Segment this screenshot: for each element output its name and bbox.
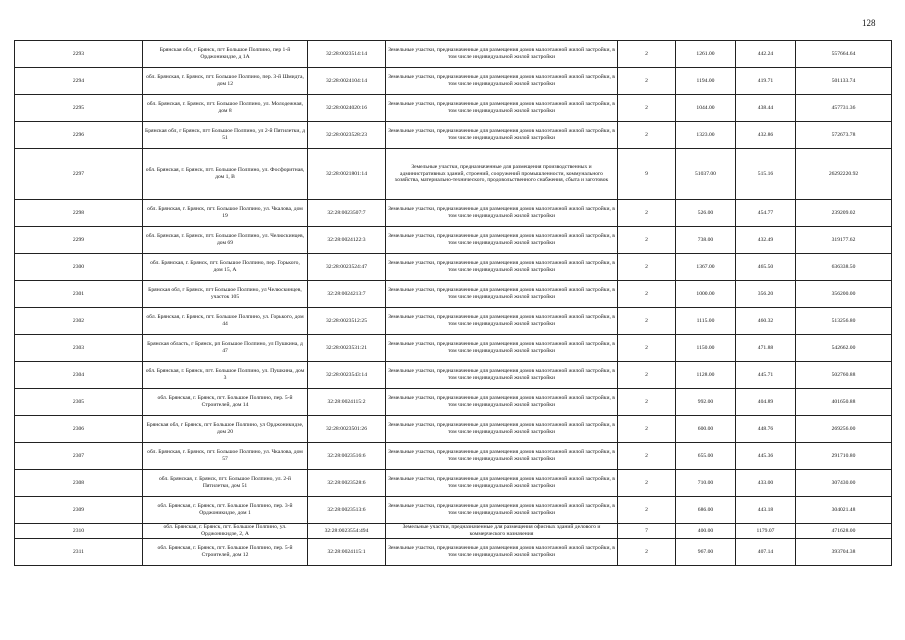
address-cell [143,443,308,470]
address-text: обл. Брянская, г. Брянск, пгт. Большое Полпино, ул. 2-й Пятилетки, дом 51 [158,476,292,489]
table-row [15,227,892,254]
specific-value-cell: 471.88 [736,335,796,362]
cadastral-value-cell: 307430.00 [796,470,892,497]
land-use-cell [386,95,618,122]
address-text: Брянская обл, г Брянск, пгт Большое Полпино, ул 2-й Пятилетки, д 51 [145,128,306,141]
area-cell: 1367.00 [676,254,736,281]
address-text: обл. Брянская, г. Брянск, пгт. Большое Полпино, ул. Пушкина, дом 3 [145,368,305,381]
area-cell: 686.00 [676,497,736,524]
group-cell: 2 [618,227,676,254]
address-text: обл. Брянская, г. Брянск, пгт. Большое Полпино, пер. 5-й Строителей, дом 14 [157,395,293,408]
specific-value-cell: 1179.07 [736,524,796,539]
cadastral-value-cell: 269256.00 [796,416,892,443]
area-cell: 400.00 [676,524,736,539]
row-number: 2306 [15,416,143,443]
specific-value-cell: 432.49 [736,227,796,254]
land-use-text: Земельные участки, предназначенные для размещения домов малоэтажной жилой застройки, в том числе индивидуальной жилой застройки [388,128,615,141]
land-use-text: Земельные участки, предназначенные для размещения домов малоэтажной жилой застройки, в том числе индивидуальной жилой застройки [388,422,615,435]
cadastral-number-cell: 32:28:0023514:14 [308,41,386,68]
row-number: 2311 [15,539,143,566]
area-cell: 1044.00 [676,95,736,122]
row-number: 2301 [15,281,143,308]
cadastral-number-cell: 32:28:0023528:23 [308,122,386,149]
specific-value-cell: 356.20 [736,281,796,308]
cadastral-number-cell: 32:28:0024115:2 [308,389,386,416]
row-number: 2309 [15,497,143,524]
table-row [15,281,892,308]
land-use-cell [386,362,618,389]
table-row [15,443,892,470]
specific-value-cell: 445.36 [736,443,796,470]
cadastral-number-cell: 32:28:0024122:3 [308,227,386,254]
cadastral-number-cell: 32:28:0024104:14 [308,68,386,95]
area-cell: 1128.00 [676,362,736,389]
area-cell: 1194.00 [676,68,736,95]
specific-value-cell: 448.76 [736,416,796,443]
row-number: 2295 [15,95,143,122]
row-number: 2299 [15,227,143,254]
group-cell: 2 [618,41,676,68]
cadastral-value-cell: 457731.36 [796,95,892,122]
group-cell: 2 [618,470,676,497]
specific-value-cell: 419.71 [736,68,796,95]
address-text: Брянская обл, г Брянск, пгт Большое Полпино, ул Челюскинцев, участок 105 [148,287,302,300]
table-row [15,122,892,149]
group-cell: 2 [618,308,676,335]
row-number: 2310 [15,524,143,539]
land-use-cell [386,524,618,539]
address-text: обл. Брянская, г. Брянск, пгт. Большое Полпино, ул. Фосфоритная, дом 1, В [145,167,305,180]
specific-value-cell: 404.89 [736,389,796,416]
land-use-text: Земельные участки, предназначенные для размещения домов малоэтажной жилой застройки, в том числе индивидуальной жилой застройки [388,395,615,408]
group-cell: 2 [618,497,676,524]
land-use-text: Земельные участки, предназначенные для размещения домов малоэтажной жилой застройки, в том числе индивидуальной жилой застройки [388,47,615,60]
table-row [15,416,892,443]
land-use-text: Земельные участки, предназначенные для размещения домов малоэтажной жилой застройки, в том числе индивидуальной жилой застройки [388,545,615,558]
land-use-text: Земельные участки, предназначенные для размещения домов малоэтажной жилой застройки, в том числе индивидуальной жилой застройки [388,314,615,327]
cadastral-value-cell: 304021.48 [796,497,892,524]
land-use-cell [386,308,618,335]
specific-value-cell: 465.50 [736,254,796,281]
land-use-cell [386,497,618,524]
cadastral-value-cell: 26292220.92 [796,149,892,200]
specific-value-cell: 432.86 [736,122,796,149]
row-number: 2300 [15,254,143,281]
address-cell [143,41,308,68]
cadastral-value-cell: 319177.62 [796,227,892,254]
address-cell [143,308,308,335]
row-number: 2296 [15,122,143,149]
address-cell [143,149,308,200]
cadastral-number-cell: 32:28:0023531:21 [308,335,386,362]
address-cell [143,281,308,308]
specific-value-cell: 433.00 [736,470,796,497]
address-text: обл. Брянская, г. Брянск, пгт. Большое Полпино, ул. Орджоникидзе, 2, А [163,524,287,537]
table-row [15,389,892,416]
table-row [15,524,892,539]
cadastral-value-cell: 542662.00 [796,335,892,362]
table-row [15,254,892,281]
land-use-cell [386,281,618,308]
group-cell: 2 [618,68,676,95]
group-cell: 2 [618,416,676,443]
land-use-cell [386,254,618,281]
land-use-cell [386,389,618,416]
group-cell: 2 [618,254,676,281]
specific-value-cell: 454.77 [736,200,796,227]
area-cell: 1261.00 [676,41,736,68]
table-row [15,362,892,389]
land-use-text: Земельные участки, предназначенные для размещения домов малоэтажной жилой застройки, в том числе индивидуальной жилой застройки [388,74,615,87]
cadastral-value-cell: 239209.02 [796,200,892,227]
land-use-text: Земельные участки, предназначенные для размещения домов малоэтажной жилой застройки, в том числе индивидуальной жилой застройки [388,368,615,381]
cadastral-value-cell: 513256.80 [796,308,892,335]
table-row [15,200,892,227]
land-use-cell [386,68,618,95]
area-cell: 51037.00 [676,149,736,200]
address-cell [143,95,308,122]
land-use-text: Земельные участки, предназначенные для размещения офисных зданий делового и коммерческого назначения [402,524,601,537]
row-number: 2298 [15,200,143,227]
row-number: 2307 [15,443,143,470]
land-use-text: Земельные участки, предназначенные для размещения домов малоэтажной жилой застройки, в том числе индивидуальной жилой застройки [388,341,615,354]
area-cell: 600.00 [676,416,736,443]
land-use-cell [386,41,618,68]
address-text: обл. Брянская, г. Брянск, пгт. Большое Полпино, пер. 3-й Шмидта, дом 12 [146,74,304,87]
area-cell: 1000.00 [676,281,736,308]
group-cell: 2 [618,95,676,122]
address-cell [143,497,308,524]
specific-value-cell: 438.44 [736,95,796,122]
area-cell: 992.00 [676,389,736,416]
cadastral-value-cell: 502760.88 [796,362,892,389]
specific-value-cell: 515.16 [736,149,796,200]
address-cell [143,68,308,95]
address-text: обл. Брянская, г. Брянск, пгт. Большое Полпино, пер. 5-й Строителей, дом 12 [157,545,293,558]
cadastral-value-cell: 501133.74 [796,68,892,95]
land-use-text: Земельные участки, предназначенные для размещения домов малоэтажной жилой застройки, в том числе индивидуальной жилой застройки [388,233,615,246]
cadastral-number-cell: 32:28:0024213:7 [308,281,386,308]
row-number: 2305 [15,389,143,416]
land-use-text: Земельные участки, предназначенные для размещения домов малоэтажной жилой застройки, в том числе индивидуальной жилой застройки [388,287,615,300]
cadastral-number-cell: 32:28:0021801:14 [308,149,386,200]
cadastral-value-cell: 393704.38 [796,539,892,566]
land-use-cell [386,443,618,470]
table-row [15,335,892,362]
row-number: 2297 [15,149,143,200]
area-cell: 1323.00 [676,122,736,149]
address-cell [143,389,308,416]
row-number: 2294 [15,68,143,95]
table-row [15,41,892,68]
specific-value-cell: 445.71 [736,362,796,389]
area-cell: 1115.00 [676,308,736,335]
address-text: обл. Брянская, г. Брянск, пгт. Большое Полпино, ул. Горького, дом 44 [146,314,304,327]
group-cell: 2 [618,122,676,149]
group-cell: 2 [618,389,676,416]
table-row [15,308,892,335]
table-row [15,68,892,95]
land-use-text: Земельные участки, предназначенные для размещения домов малоэтажной жилой застройки, в том числе индивидуальной жилой застройки [388,503,615,516]
land-use-cell [386,122,618,149]
group-cell: 2 [618,335,676,362]
land-use-text: Земельные участки, предназначенные для размещения производственных и административных зданий, строений, сооружений промышленности, коммунального хозяйства, материально-технического, продовольственного снабжения, сбыта и заготовок [394,164,609,184]
address-cell [143,200,308,227]
cadastral-value-cell: 356200.00 [796,281,892,308]
address-text: обл. Брянская, г. Брянск, пгт. Большое Полпино, ул. Чкалова, дом 57 [147,449,303,462]
cadastral-number-cell: 32:28:0024020:16 [308,95,386,122]
group-cell: 2 [618,281,676,308]
cadastral-number-cell: 32:28:0023543:14 [308,362,386,389]
address-text: обл. Брянская, г. Брянск, пгт. Большое Полпино, ул. Чкалова, дом 19 [147,206,303,219]
group-cell: 7 [618,524,676,539]
specific-value-cell: 407.14 [736,539,796,566]
cadastral-number-cell: 32:28:0024115:1 [308,539,386,566]
land-use-cell [386,539,618,566]
area-cell: 738.00 [676,227,736,254]
row-number: 2304 [15,362,143,389]
address-text: Брянская обл, г Брянск, пгт Большое Полпино, ул Орджоникидзе, дом 20 [146,422,304,435]
address-cell [143,122,308,149]
address-cell [143,470,308,497]
cadastral-value-cell: 572673.78 [796,122,892,149]
cadastral-value-cell: 291710.80 [796,443,892,470]
land-use-text: Земельные участки, предназначенные для размещения домов малоэтажной жилой застройки, в том числе индивидуальной жилой застройки [388,206,615,219]
land-use-text: Земельные участки, предназначенные для размещения домов малоэтажной жилой застройки, в том числе индивидуальной жилой застройки [388,101,615,114]
address-cell [143,362,308,389]
specific-value-cell: 460.32 [736,308,796,335]
area-cell: 655.00 [676,443,736,470]
cadastral-value-cell: 401650.88 [796,389,892,416]
specific-value-cell: 442.24 [736,41,796,68]
land-registry-table [14,40,892,566]
land-use-text: Земельные участки, предназначенные для размещения домов малоэтажной жилой застройки, в том числе индивидуальной жилой застройки [388,476,615,489]
row-number: 2302 [15,308,143,335]
address-cell [143,539,308,566]
table-body [15,41,892,566]
address-cell [143,254,308,281]
address-cell [143,335,308,362]
cadastral-value-cell: 557664.64 [796,41,892,68]
group-cell: 2 [618,362,676,389]
area-cell: 526.00 [676,200,736,227]
address-text: Брянская обл, г Брянск, пгт Большое Полпино, пер 1-й Орджоникидзе, д 1А [159,47,291,60]
address-text: обл. Брянская, г. Брянск, пгт. Большое Полпино, пер. Горького, дом 15, А [150,260,300,273]
area-cell: 710.00 [676,470,736,497]
cadastral-number-cell: 32:28:0023507:7 [308,200,386,227]
table-row [15,149,892,200]
specific-value-cell: 443.18 [736,497,796,524]
table-row [15,95,892,122]
address-text: обл. Брянская, г. Брянск, пгт. Большое Полпино, пер. 3-й Орджоникидзе, дом 1 [157,503,293,516]
page-number: 128 [862,18,876,28]
cadastral-value-cell: 636338.50 [796,254,892,281]
table-row [15,470,892,497]
cadastral-number-cell: 32:28:0023528:6 [308,470,386,497]
group-cell: 2 [618,200,676,227]
cadastral-number-cell: 32:28:0023513:6 [308,497,386,524]
cadastral-number-cell: 32:28:0023524:47 [308,254,386,281]
group-cell: 2 [618,539,676,566]
land-use-text: Земельные участки, предназначенные для размещения домов малоэтажной жилой застройки, в том числе индивидуальной жилой застройки [388,260,615,273]
address-text: обл. Брянская, г. Брянск, пгт. Большое Полпино, ул. Молодежная, дом 8 [146,101,303,114]
area-cell: 967.00 [676,539,736,566]
row-number: 2308 [15,470,143,497]
land-use-cell [386,149,618,200]
table-row [15,539,892,566]
address-cell [143,227,308,254]
address-cell [143,524,308,539]
group-cell: 2 [618,443,676,470]
cadastral-number-cell: 32:28:0023501:26 [308,416,386,443]
land-use-text: Земельные участки, предназначенные для размещения домов малоэтажной жилой застройки, в том числе индивидуальной жилой застройки [388,449,615,462]
land-use-cell [386,416,618,443]
group-cell: 9 [618,149,676,200]
cadastral-number-cell: 32:28:0023516:6 [308,443,386,470]
address-text: обл. Брянская, г. Брянск, пгт. Большое Полпино, ул. Челюскинцев, дом 69 [145,233,305,246]
cadastral-number-cell: 32:28:0023554:494 [308,524,386,539]
area-cell: 1150.00 [676,335,736,362]
row-number: 2303 [15,335,143,362]
address-cell [143,416,308,443]
address-text: Брянская область, г Брянск, рп Большое Полпино, ул Пушкина, д 47 [147,341,303,354]
land-use-cell [386,335,618,362]
table-row [15,497,892,524]
cadastral-value-cell: 471628.00 [796,524,892,539]
land-use-cell [386,470,618,497]
land-use-cell [386,227,618,254]
row-number: 2293 [15,41,143,68]
cadastral-number-cell: 32:28:0023512:25 [308,308,386,335]
land-use-cell [386,200,618,227]
